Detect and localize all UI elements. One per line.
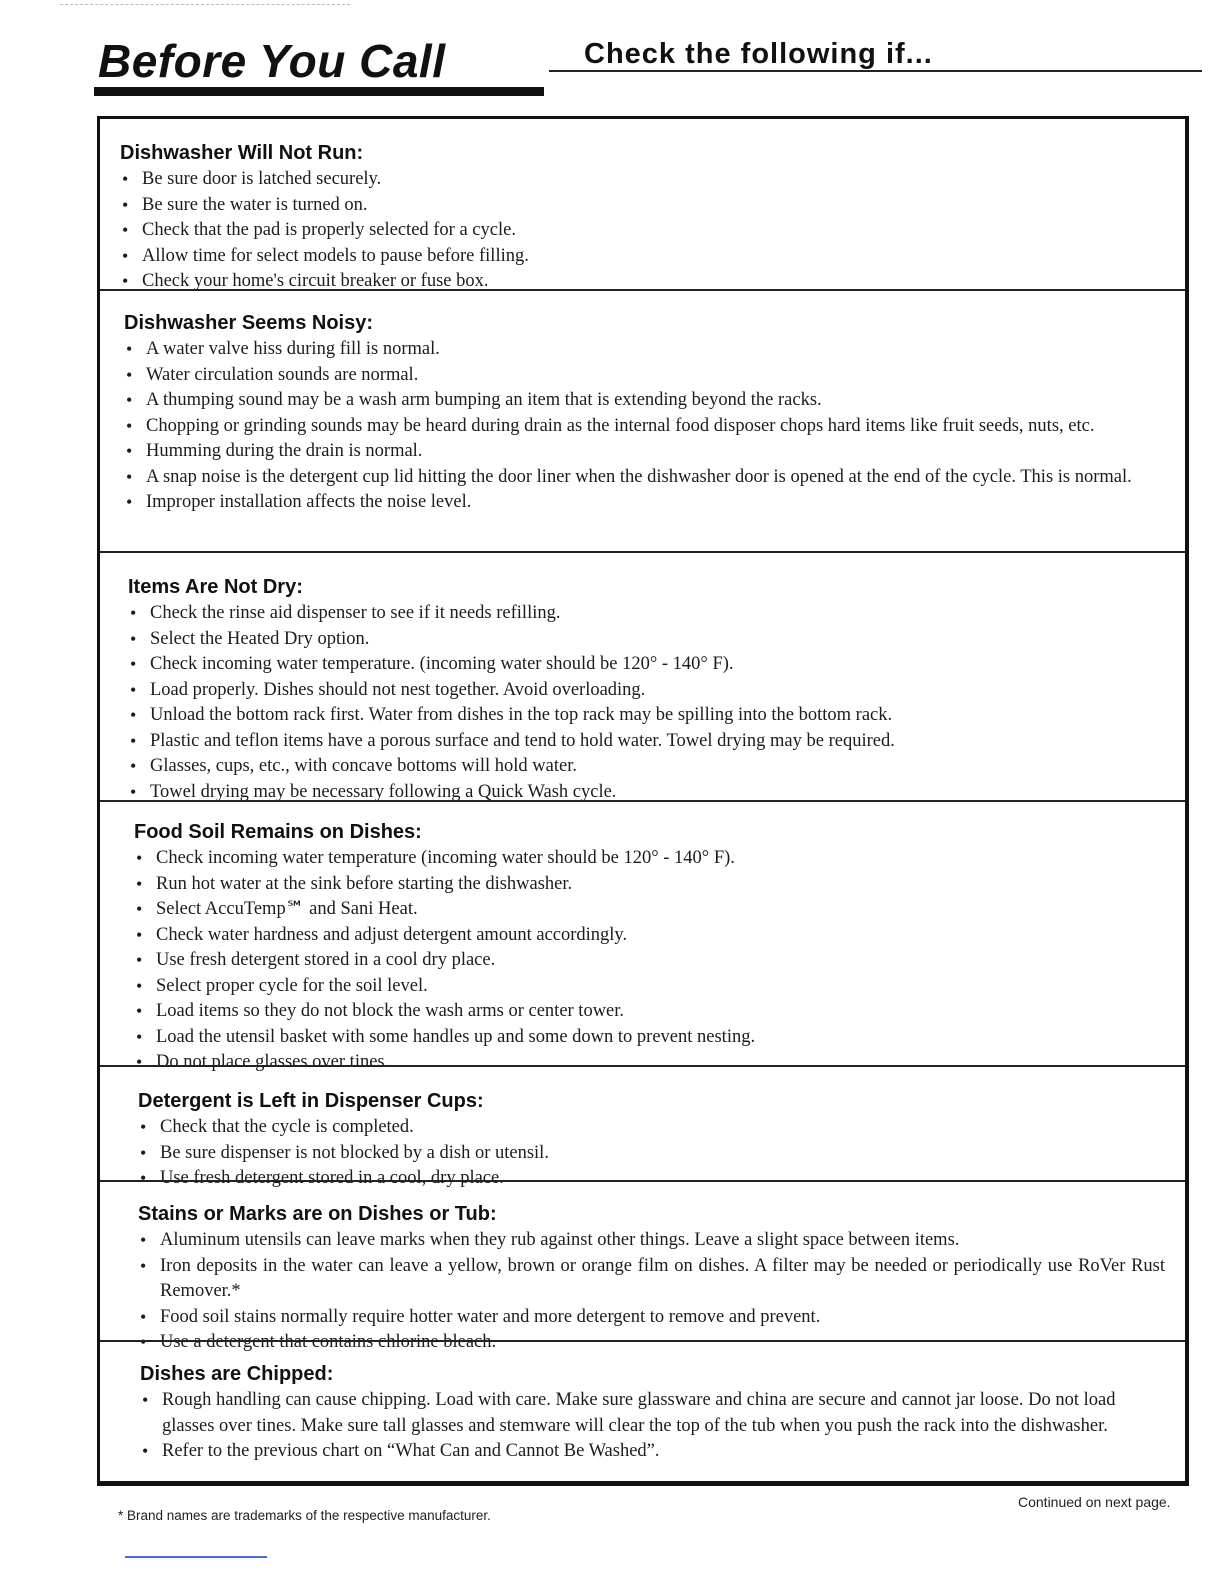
list-item: • Use a detergent that contains chlorine bleach. [138,1330,1165,1356]
title-underline [94,87,544,96]
section-chipped [100,1340,1185,1484]
section-title: Dishwasher Seems Noisy: [124,312,373,334]
list-item: • Aluminum utensils can leave marks when they rub against other things. Leave a slight space between items. [138,1228,1165,1254]
list-item: • Food soil stains normally require hotter water and more detergent to remove and prevent. [138,1305,1165,1331]
list-item: • Load the utensil basket with some handles up and some down to prevent nesting. [134,1025,1185,1051]
list-item: • Select the Heated Dry option. [128,627,1185,653]
scan-artifact [60,4,350,6]
list-item: • Check that the cycle is completed. [138,1115,1185,1141]
section-food-soil [100,800,1185,1072]
list-item: • Iron deposits in the water can leave a yellow, brown or orange film on dishes. A filter may be needed or periodically use RoVer Rust Remover.* [138,1254,1165,1305]
troubleshooting-table [97,116,1189,1486]
section-seems-noisy [100,289,1185,551]
list-item: • Allow time for select models to pause before filling. [120,244,1185,270]
continued-note: Continued on next page. [1018,1494,1171,1510]
header-rule [549,70,1202,72]
list-item: • Run hot water at the sink before starting the dishwasher. [134,872,1185,898]
list-item: • Check water hardness and adjust detergent amount accordingly. [134,923,1185,949]
page-title: Before You Call [98,35,446,87]
page-subtitle: Check the following if... [584,38,933,70]
list-item: • Load properly. Dishes should not nest together. Avoid overloading. [128,678,1185,704]
list-item: • Humming during the drain is normal. [124,439,1155,465]
footnote: * Brand names are trademarks of the respective manufacturer. [118,1508,491,1523]
section-detergent-left [100,1065,1185,1188]
list-item: • Unload the bottom rack first. Water from dishes in the top rack may be spilling into the bottom rack. [128,703,1185,729]
section-title: Detergent is Left in Dispenser Cups: [138,1090,484,1112]
list-item: • Water circulation sounds are normal. [124,363,1155,389]
list-item: • Select AccuTemp℠ and Sani Heat. [134,897,1185,923]
list-item: • Check incoming water temperature. (incoming water should be 120° - 140° F). [128,652,1185,678]
list-item: • Chopping or grinding sounds may be heard during drain as the internal food disposer chops hard items like fruit seeds, nuts, etc. [124,414,1155,440]
list-item: • A water valve hiss during fill is normal. [124,337,1155,363]
section-title: Items Are Not Dry: [128,576,303,598]
section-will-not-run [100,119,1185,289]
section-stains-marks [100,1180,1185,1352]
list-item: • Do not place glasses over tines. [134,1050,1185,1076]
list-item: • Towel drying may be necessary following a Quick Wash cycle. [128,780,1185,806]
list-item: • Check that the pad is properly selected for a cycle. [120,218,1185,244]
list-item: • Be sure door is latched securely. [120,167,1185,193]
section-title: Food Soil Remains on Dishes: [134,821,422,843]
section-title: Dishwasher Will Not Run: [120,142,364,164]
list-item: • Select proper cycle for the soil level. [134,974,1185,1000]
list-item: • Load items so they do not block the wash arms or center tower. [134,999,1185,1025]
list-item: • Check the rinse aid dispenser to see if it needs refilling. [128,601,1185,627]
list-item: • A thumping sound may be a wash arm bumping an item that is extending beyond the racks. [124,388,1155,414]
list-item: • Check your home's circuit breaker or fuse box. [120,269,1185,295]
list-item: • Use fresh detergent stored in a cool, dry place. [138,1166,1185,1192]
list-item: • Refer to the previous chart on “What Can and Cannot Be Washed”. [140,1439,1167,1465]
section-not-dry [100,551,1185,800]
list-item: • Use fresh detergent stored in a cool dry place. [134,948,1185,974]
list-item: • Check incoming water temperature (incoming water should be 120° - 140° F). [134,846,1185,872]
list-item: • Be sure dispenser is not blocked by a dish or utensil. [138,1141,1185,1167]
list-item: • Plastic and teflon items have a porous surface and tend to hold water. Towel drying may be required. [128,729,1185,755]
list-item: • Improper installation affects the noise level. [124,490,1155,516]
list-item: • A snap noise is the detergent cup lid hitting the door liner when the dishwasher door is opened at the end of the cycle. This is normal. [124,465,1155,491]
list-item: • Glasses, cups, etc., with concave bottoms will hold water. [128,754,1185,780]
page-header [94,28,1202,100]
list-item: • Be sure the water is turned on. [120,193,1185,219]
scan-artifact [125,1556,267,1558]
section-title: Stains or Marks are on Dishes or Tub: [138,1203,497,1225]
section-title: Dishes are Chipped: [140,1363,334,1385]
list-item: • Rough handling can cause chipping. Load with care. Make sure glassware and china are secure and cannot jar loose. Do not load glasses over tines. Make sure tall glasses and stemware will clear the top of the tub when you push the rack into the dishwasher. [140,1388,1167,1439]
